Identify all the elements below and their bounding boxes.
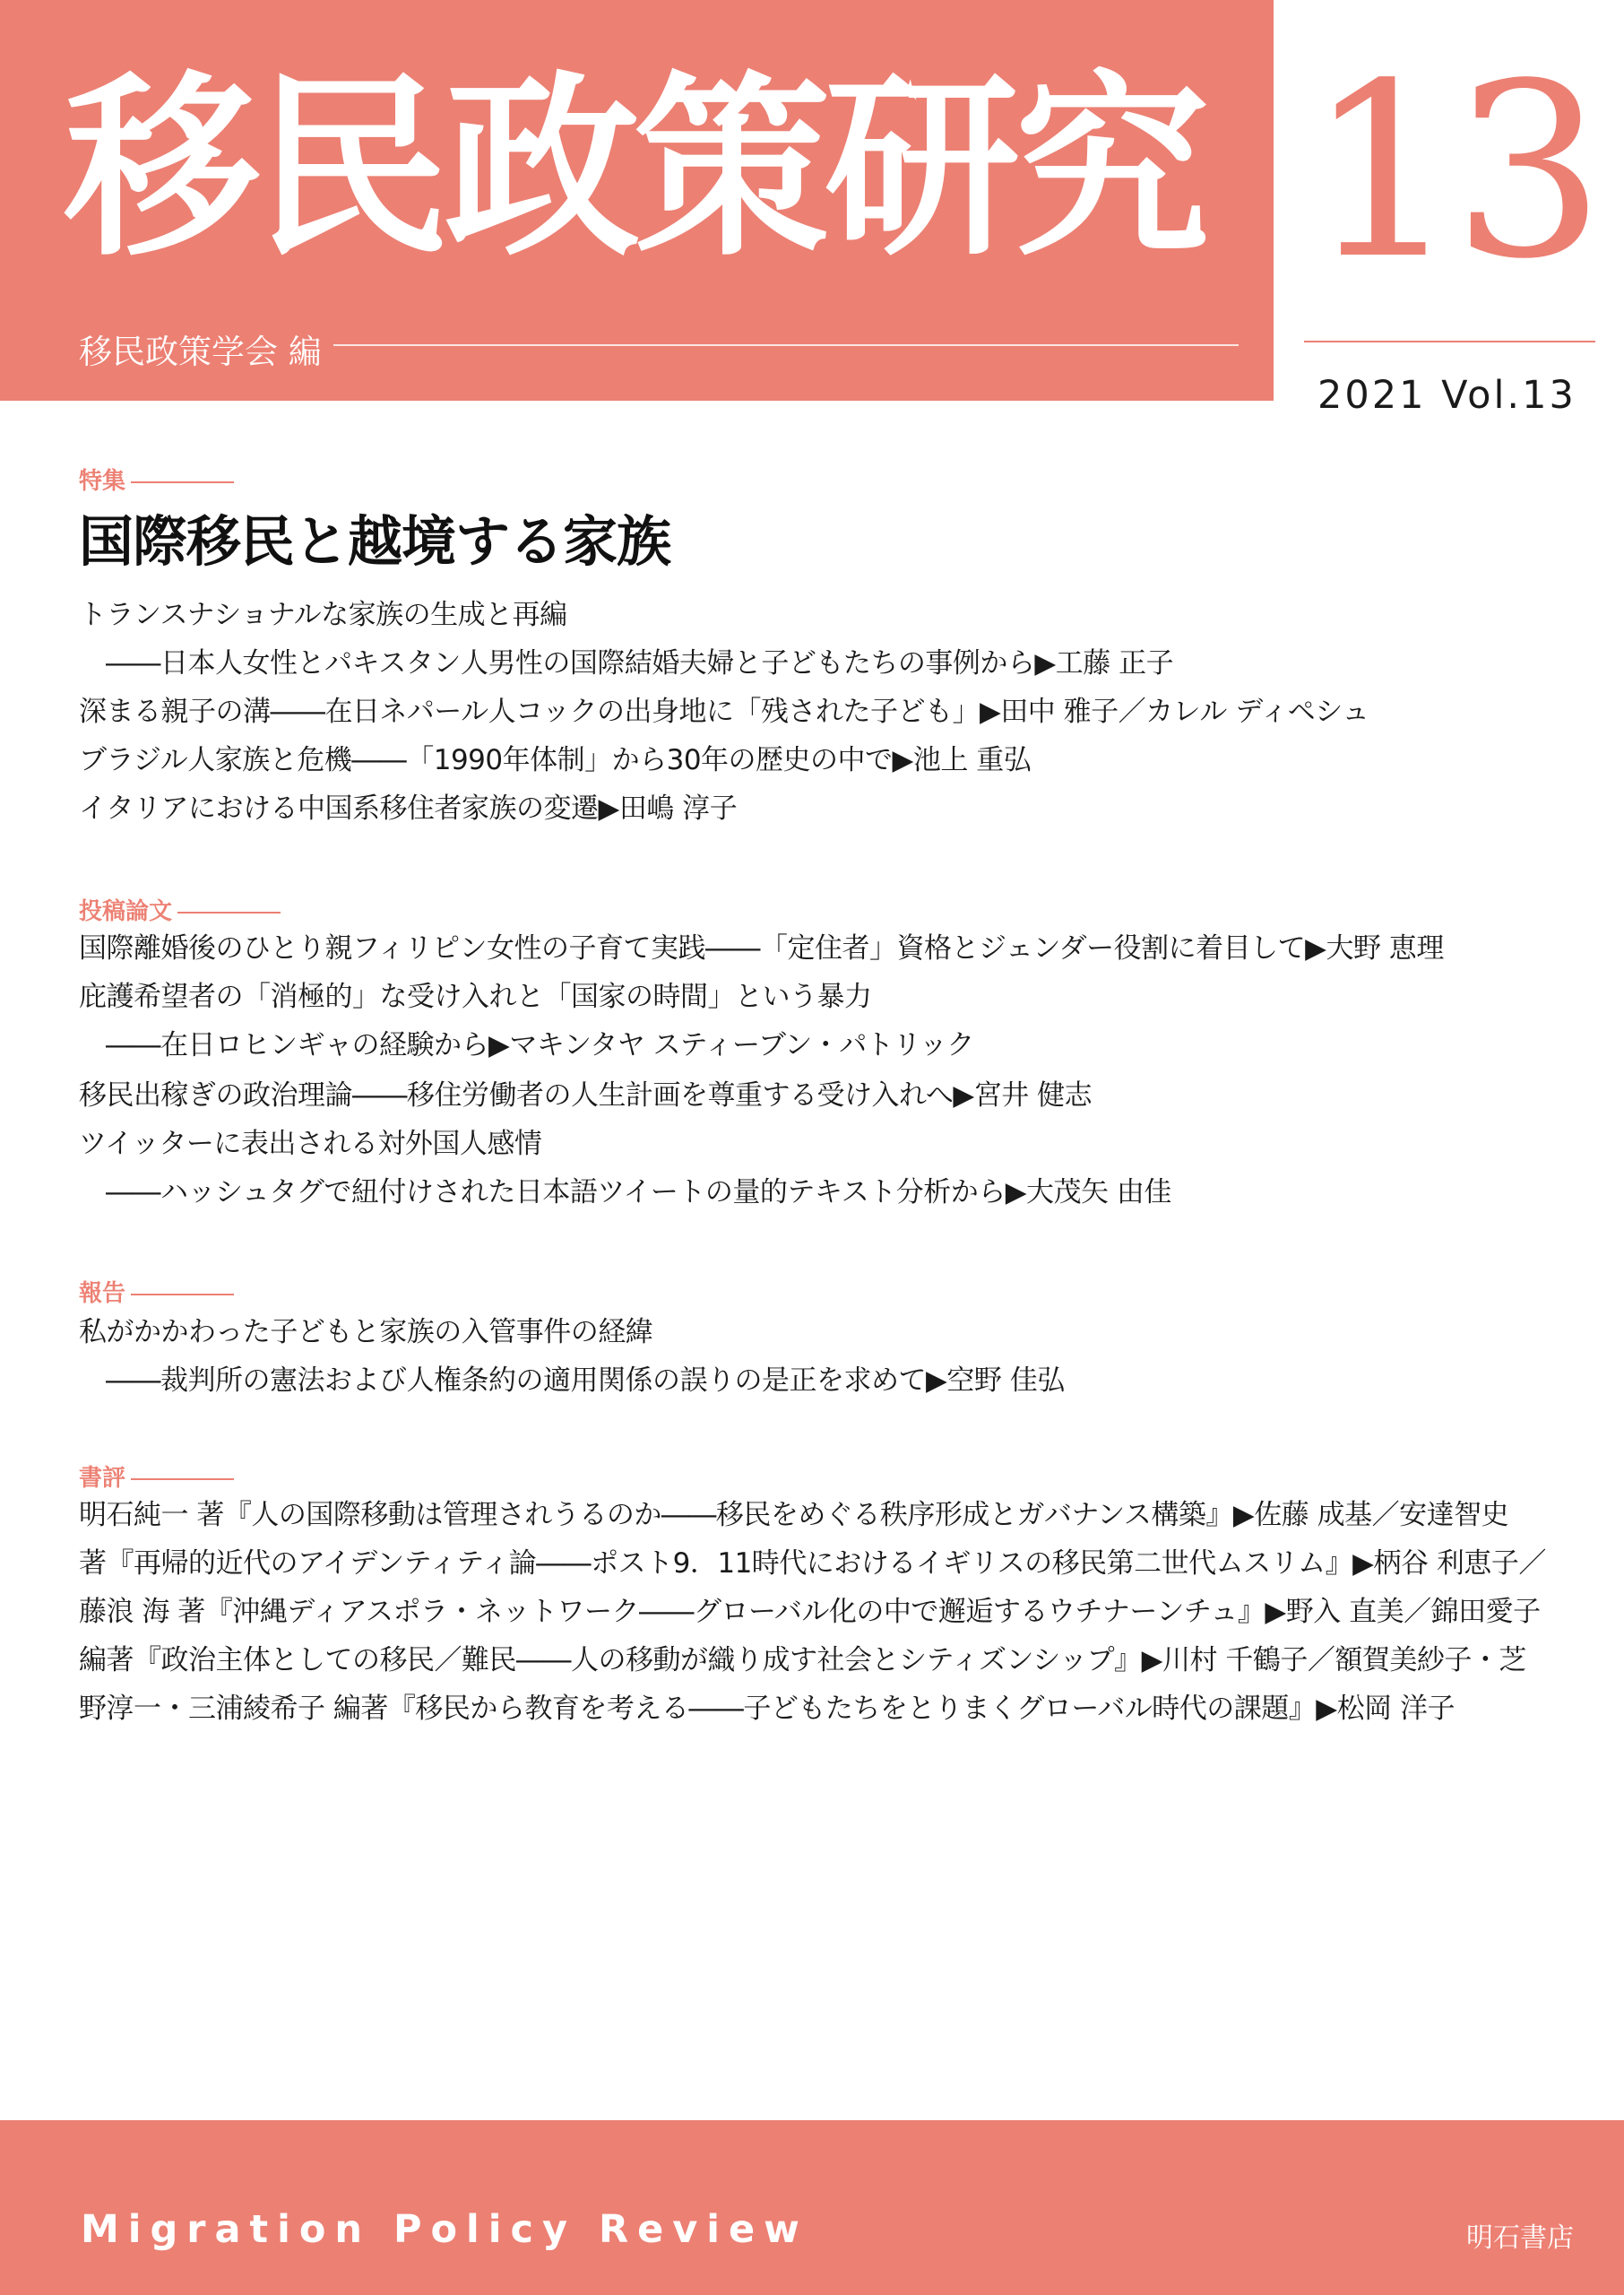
report-label: 報告 bbox=[79, 1275, 234, 1308]
toc-line: ――ハッシュタグで紐付けされた日本語ツイートの量的テキスト分析から▶大茂矢 由佳 bbox=[106, 1176, 1171, 1208]
editor-credit: 移民政策学会 編 bbox=[79, 333, 322, 371]
toc-line: 藤浪 海 著『沖縄ディアスポラ・ネットワーク――グローバル化の中で邂逅するウチナーンチュ』▶野入 直美／錦田愛子 bbox=[79, 1596, 1541, 1628]
toc-line: ――日本人女性とパキスタン人男性の国際結婚夫婦と子どもたちの事例から▶工藤 正子 bbox=[106, 647, 1174, 680]
toc-line: ブラジル人家族と危機――「1990年体制」から30年の歴史の中で▶池上 重弘 bbox=[79, 744, 1032, 776]
submitted-label: 投稿論文 bbox=[79, 893, 281, 926]
toc-line: 野淳一・三浦綾希子 編著『移民から教育を考える――子どもたちをとりまくグローバル時代の課題』▶松岡 洋子 bbox=[79, 1693, 1455, 1725]
english-title: Migration Policy Review bbox=[81, 2207, 808, 2252]
toc-line: 私がかかわった子どもと家族の入管事件の経緯 bbox=[79, 1316, 653, 1348]
editor-divider bbox=[333, 344, 1239, 346]
feature-title: 国際移民と越境する家族 bbox=[79, 510, 671, 574]
toc-line: イタリアにおける中国系移住者家族の変遷▶田嶋 淳子 bbox=[79, 792, 738, 825]
toc-line: 国際離婚後のひとり親フィリピン女性の子育て実践――「定住者」資格とジェンダー役割に着目して▶大野 恵理 bbox=[79, 932, 1444, 965]
toc-line: 深まる親子の溝――在日ネパール人コックの出身地に「残された子ども」▶田中 雅子／カレル ディペシュ bbox=[79, 696, 1369, 728]
reviews-label: 書評 bbox=[79, 1459, 234, 1493]
feature-label: 特集 bbox=[79, 463, 234, 496]
volume-divider bbox=[1304, 341, 1595, 342]
toc-line: ツイッターに表出される対外国人感情 bbox=[79, 1128, 542, 1160]
toc-line: 編著『政治主体としての移民／難民――人の移動が織り成す社会とシティズンシップ』▶川村 千鶴子／額賀美紗子・芝 bbox=[79, 1644, 1526, 1676]
publisher-name: 明石書店 bbox=[1466, 2222, 1574, 2254]
toc-line: ――裁判所の憲法および人権条約の適用関係の誤りの是正を求めて▶空野 佳弘 bbox=[106, 1364, 1065, 1397]
toc-line: 明石純一 著『人の国際移動は管理されうるのか――移民をめぐる秩序形成とガバナンス構築』▶佐藤 成基／安達智史 bbox=[79, 1499, 1509, 1531]
toc-line: 移民出稼ぎの政治理論――移住労働者の人生計画を尊重する受け入れへ▶宮井 健志 bbox=[79, 1079, 1093, 1112]
toc-line: 著『再帰的近代のアイデンティティ論――ポスト9．11時代におけるイギリスの移民第二世代ムスリム』▶柄谷 利恵子／ bbox=[79, 1547, 1546, 1580]
toc-line: トランスナショナルな家族の生成と再編 bbox=[79, 599, 567, 631]
journal-title: 移民政策研究 bbox=[65, 53, 1205, 282]
volume-number: 13 bbox=[1307, 32, 1599, 312]
toc-line: 庇護希望者の「消極的」な受け入れと「国家の時間」という暴力 bbox=[79, 981, 872, 1013]
toc-line: ――在日ロヒンギャの経験から▶マキンタヤ スティーブン・パトリック bbox=[106, 1029, 974, 1061]
year-volume: 2021 Vol.13 bbox=[1317, 373, 1576, 418]
